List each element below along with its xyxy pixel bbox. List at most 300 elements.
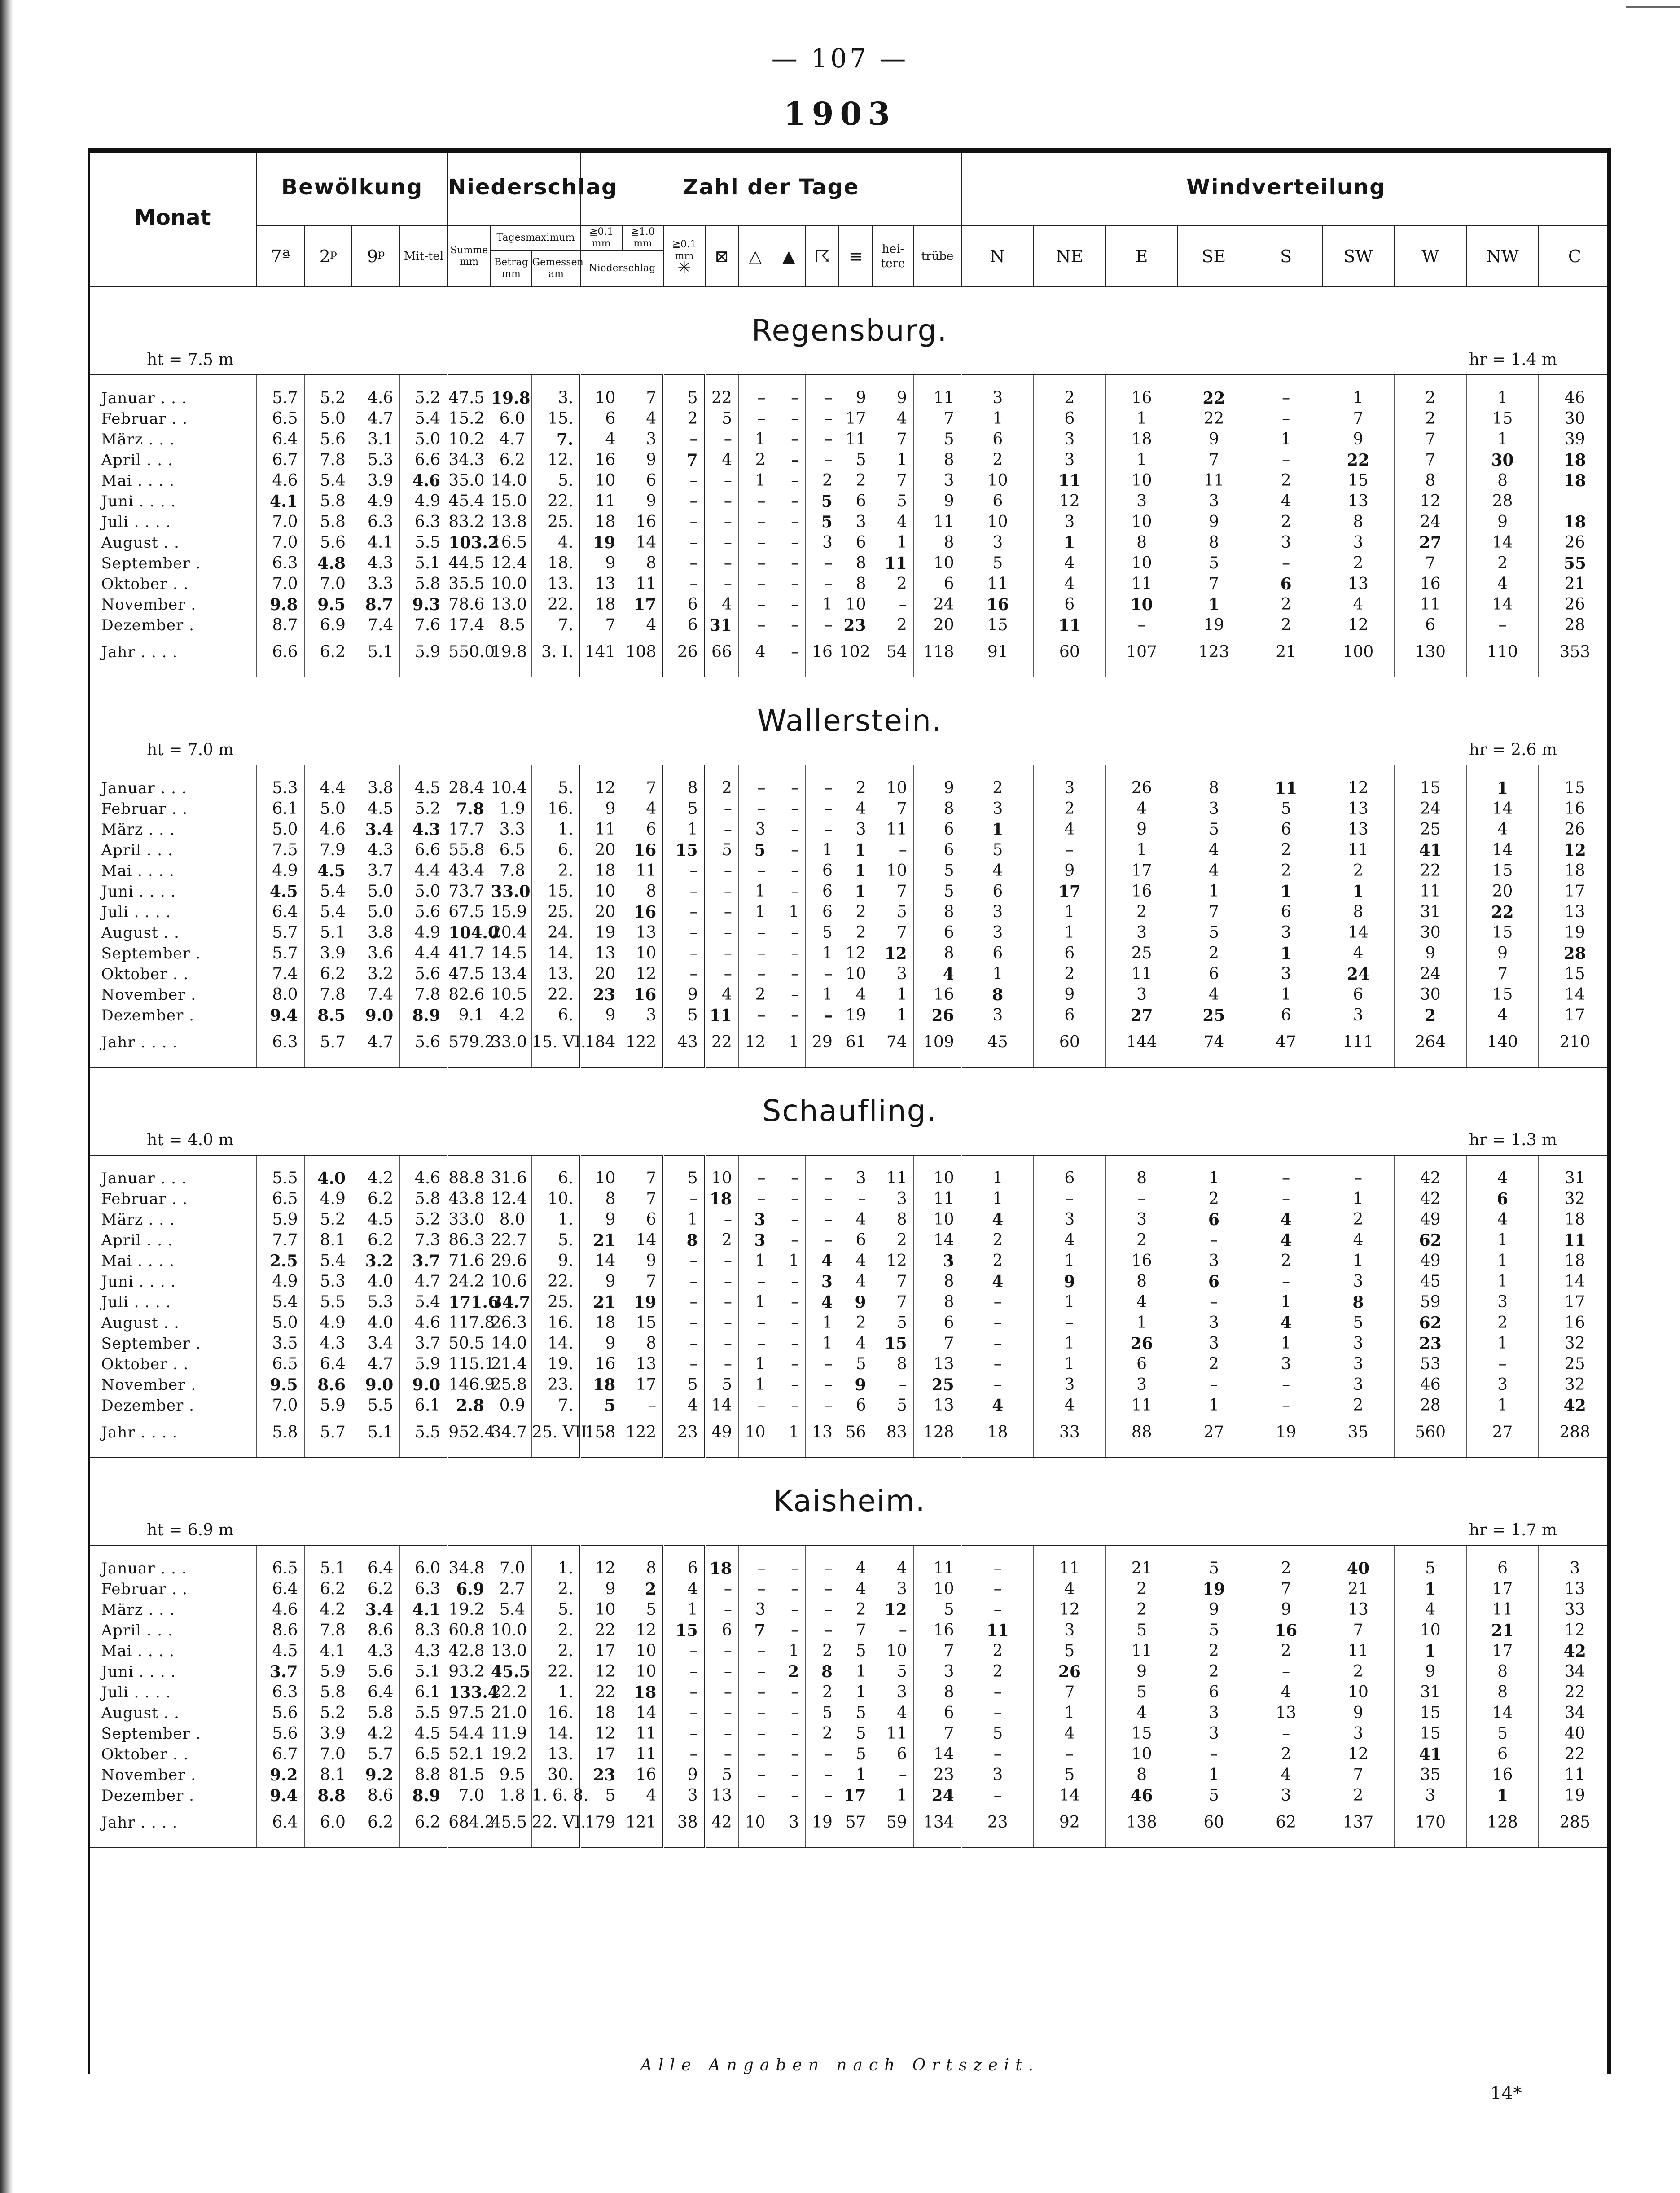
table-row xyxy=(88,1744,1611,1765)
data-cell: 7.9 xyxy=(304,840,352,861)
month-label: Juli . . . . xyxy=(88,902,257,923)
table-row xyxy=(88,1600,1611,1620)
data-cell: 6.1 xyxy=(400,1395,447,1416)
rule-cell xyxy=(447,1545,491,1558)
data-cell: – xyxy=(772,388,806,409)
data-cell: 23 xyxy=(839,615,873,636)
data-cell: – xyxy=(705,819,739,840)
data-cell: 5.1 xyxy=(400,553,447,574)
rule-cell xyxy=(1105,1839,1178,1847)
data-cell: 5 xyxy=(1178,553,1250,574)
data-cell: 2 xyxy=(961,1230,1034,1251)
rule-cell xyxy=(839,1839,873,1847)
table-row xyxy=(88,902,1611,923)
data-cell: 32 xyxy=(1539,1375,1611,1395)
station-height-row xyxy=(88,1126,1611,1155)
data-cell: – xyxy=(738,778,772,799)
data-cell: 19 xyxy=(839,1005,873,1026)
data-cell: 10 xyxy=(580,881,622,902)
data-cell: 2 xyxy=(1105,1230,1178,1251)
data-cell: 4.5 xyxy=(352,1209,399,1230)
data-cell: 6 xyxy=(1250,902,1322,923)
total-cell: 122 xyxy=(622,1416,663,1449)
data-cell: 11 xyxy=(913,1189,961,1209)
rule-cell xyxy=(772,1449,806,1457)
data-cell: 2 xyxy=(873,1230,913,1251)
total-cell: 54 xyxy=(873,636,913,669)
data-cell: 7 xyxy=(913,1641,961,1661)
data-cell: 33.0 xyxy=(491,881,531,902)
data-cell: 5.9 xyxy=(304,1395,352,1416)
data-cell: – xyxy=(738,1333,772,1354)
rule-cell xyxy=(1539,1155,1611,1168)
data-cell: 16 xyxy=(913,1620,961,1641)
data-cell: 9 xyxy=(622,450,663,470)
rule-cell xyxy=(1178,668,1250,677)
data-cell: – xyxy=(1250,1168,1322,1189)
rule-cell xyxy=(400,1059,447,1067)
data-cell: 18 xyxy=(580,1703,622,1723)
data-cell: 3 xyxy=(1322,1005,1395,1026)
total-cell: 5.1 xyxy=(352,636,399,669)
table-row xyxy=(88,1723,1611,1744)
data-cell: 146.9 xyxy=(447,1375,491,1395)
data-cell: 82.6 xyxy=(447,984,491,1005)
data-cell: – xyxy=(1250,1723,1322,1744)
data-cell: 2.7 xyxy=(491,1579,531,1600)
data-cell: 4.9 xyxy=(304,1313,352,1333)
data-cell: 10 xyxy=(1105,553,1178,574)
data-cell: – xyxy=(806,1765,839,1785)
total-cell: 35 xyxy=(1322,1416,1395,1449)
data-cell xyxy=(1539,491,1611,512)
data-cell: 6.3 xyxy=(400,1579,447,1600)
table-row xyxy=(88,429,1611,450)
rule-cell xyxy=(806,668,839,677)
data-cell: 1 xyxy=(1322,881,1395,902)
data-cell: 8 xyxy=(839,553,873,574)
data-cell: 5.4 xyxy=(304,881,352,902)
data-cell: – xyxy=(806,799,839,819)
data-cell: 4 xyxy=(806,1251,839,1271)
data-cell: – xyxy=(772,429,806,450)
data-cell: 3 xyxy=(1322,532,1395,553)
data-cell: 10.5 xyxy=(491,984,531,1005)
data-cell: 3 xyxy=(913,1251,961,1271)
data-cell: 3 xyxy=(738,1230,772,1251)
data-cell: 13 xyxy=(622,1354,663,1375)
data-cell: 4 xyxy=(1250,1765,1322,1785)
data-cell: 7.0 xyxy=(304,574,352,594)
data-cell: 1 xyxy=(1178,594,1250,615)
data-cell: 6 xyxy=(839,1395,873,1416)
data-cell: 3 xyxy=(738,1209,772,1230)
data-cell: 4.9 xyxy=(400,923,447,943)
data-cell: 7.8 xyxy=(304,450,352,470)
data-cell: 8 xyxy=(1322,1292,1395,1313)
data-cell: 17 xyxy=(622,594,663,615)
data-cell: 7 xyxy=(1322,1620,1395,1641)
data-cell: 2 xyxy=(839,1313,873,1333)
rule-cell xyxy=(705,765,739,778)
rule-cell xyxy=(400,668,447,677)
data-cell: 9 xyxy=(1322,429,1395,450)
data-cell: 45.4 xyxy=(447,491,491,512)
data-cell: – xyxy=(772,964,806,984)
data-cell: 59 xyxy=(1394,1292,1466,1313)
data-cell: 4 xyxy=(1322,943,1395,964)
data-cell: 4.7 xyxy=(400,1271,447,1292)
data-cell: 4.6 xyxy=(400,470,447,491)
data-cell: – xyxy=(772,1209,806,1230)
month-label: Dezember . xyxy=(88,1005,257,1026)
data-cell: – xyxy=(772,1785,806,1806)
data-cell: 3 xyxy=(1033,778,1105,799)
data-cell: 4 xyxy=(1466,574,1539,594)
data-cell: 4 xyxy=(1033,574,1105,594)
data-cell: 18 xyxy=(705,1558,739,1579)
data-cell: 8.7 xyxy=(257,615,304,636)
data-cell: 3 xyxy=(1250,1785,1322,1806)
rule-cell xyxy=(257,1059,304,1067)
data-cell: 3 xyxy=(961,799,1034,819)
page-number: — 107 — xyxy=(771,43,909,74)
data-cell: 8 xyxy=(913,532,961,553)
data-cell: 3 xyxy=(961,902,1034,923)
data-cell: 3 xyxy=(1250,532,1322,553)
data-cell: 5.4 xyxy=(304,1251,352,1271)
data-cell: 6.3 xyxy=(257,553,304,574)
data-cell: 5.7 xyxy=(257,943,304,964)
data-cell: 11 xyxy=(1033,470,1105,491)
data-cell: 9.3 xyxy=(400,594,447,615)
data-cell: 6 xyxy=(1250,1005,1322,1026)
data-cell: 25 xyxy=(1394,819,1466,840)
total-cell: 6.4 xyxy=(257,1806,304,1839)
snowflake-icon: ✳ xyxy=(677,259,691,277)
data-cell: – xyxy=(772,881,806,902)
data-cell: 6 xyxy=(622,819,663,840)
data-cell: 17 xyxy=(1033,881,1105,902)
data-cell: – xyxy=(705,799,739,819)
data-cell: 9 xyxy=(580,1271,622,1292)
rule-cell xyxy=(1250,1059,1322,1067)
data-cell: 12 xyxy=(1322,778,1395,799)
data-cell: – xyxy=(961,1703,1034,1723)
rule-cell xyxy=(580,1449,622,1457)
data-cell: 5.3 xyxy=(352,1292,399,1313)
data-cell: 2 xyxy=(1178,1661,1250,1682)
data-cell: 13 xyxy=(1539,902,1611,923)
data-cell: 8 xyxy=(961,984,1034,1005)
rule-cell xyxy=(1394,1059,1466,1067)
table-row xyxy=(88,574,1611,594)
table-row xyxy=(88,1005,1611,1026)
data-cell: 3.2 xyxy=(352,964,399,984)
data-cell: 4.2 xyxy=(304,1600,352,1620)
section-rule xyxy=(88,1545,1611,1558)
total-cell: 59 xyxy=(873,1806,913,1839)
rule-cell xyxy=(88,1155,257,1168)
data-cell: 5.5 xyxy=(400,1703,447,1723)
table-row xyxy=(88,1189,1611,1209)
data-cell: 1 xyxy=(1394,1579,1466,1600)
data-cell: 6 xyxy=(1466,1744,1539,1765)
rule-cell xyxy=(622,1839,663,1847)
data-cell: 19 xyxy=(1178,615,1250,636)
data-cell: 11 xyxy=(1105,1395,1178,1416)
data-cell: 3 xyxy=(806,1271,839,1292)
total-cell: 550.0 xyxy=(447,636,491,669)
data-cell: 17.7 xyxy=(447,819,491,840)
data-cell: – xyxy=(663,1313,705,1333)
rule-cell xyxy=(88,375,257,388)
data-cell: 5 xyxy=(806,512,839,532)
data-cell: 9 xyxy=(1394,943,1466,964)
data-cell: 9 xyxy=(839,1375,873,1395)
station-hr: hr = 2.6 m xyxy=(1469,741,1557,759)
rule-cell xyxy=(1250,1545,1322,1558)
data-cell: 18 xyxy=(1539,450,1611,470)
data-cell: 15 xyxy=(1539,778,1611,799)
data-cell: 8 xyxy=(806,1661,839,1682)
rule-cell xyxy=(961,668,1034,677)
rule-cell xyxy=(1322,1059,1395,1067)
rule-cell xyxy=(1466,1059,1539,1067)
fog-icon: ≡ xyxy=(839,226,873,287)
data-cell: 3.9 xyxy=(304,943,352,964)
data-cell: 73.7 xyxy=(447,881,491,902)
data-cell: 6 xyxy=(913,1313,961,1333)
data-cell: 8 xyxy=(1322,512,1395,532)
data-cell: 1 xyxy=(806,1313,839,1333)
header-windverteilung: Windverteilung xyxy=(961,149,1611,226)
data-cell: 11 xyxy=(1105,574,1178,594)
data-cell: 4.4 xyxy=(400,943,447,964)
data-cell: 6.4 xyxy=(257,902,304,923)
rule-cell xyxy=(1466,375,1539,388)
rule-cell xyxy=(88,1545,257,1558)
rule-cell xyxy=(1178,1155,1250,1168)
data-cell: 8.0 xyxy=(257,984,304,1005)
data-cell: 4 xyxy=(1033,553,1105,574)
data-cell: 3 xyxy=(1466,1292,1539,1313)
data-cell: 6.6 xyxy=(400,840,447,861)
data-cell: 2 xyxy=(705,1230,739,1251)
data-cell: 1 xyxy=(1466,388,1539,409)
table-row xyxy=(88,491,1611,512)
rule-cell xyxy=(447,668,491,677)
data-cell: 9 xyxy=(580,553,622,574)
data-cell: 22. xyxy=(532,594,581,615)
data-cell: 3 xyxy=(1250,923,1322,943)
data-cell: 1 xyxy=(961,1189,1034,1209)
data-cell: 5.7 xyxy=(257,923,304,943)
data-cell: – xyxy=(738,512,772,532)
data-cell: 6. xyxy=(532,1168,581,1189)
data-cell: 41 xyxy=(1394,1744,1466,1765)
data-cell: – xyxy=(663,923,705,943)
total-cell: 29 xyxy=(806,1026,839,1059)
data-cell: 7. xyxy=(532,615,581,636)
data-cell: 6 xyxy=(1322,984,1395,1005)
data-cell: 5.4 xyxy=(304,902,352,923)
data-cell: 5.5 xyxy=(352,1395,399,1416)
rule-cell xyxy=(806,1449,839,1457)
data-cell: 25 xyxy=(1105,943,1178,964)
data-cell: 5 xyxy=(1033,1641,1105,1661)
data-cell: 3.6 xyxy=(352,943,399,964)
rule-cell xyxy=(961,1545,1034,1558)
station-height-gap xyxy=(400,1126,1322,1155)
data-cell: – xyxy=(1178,1230,1250,1251)
rule-cell xyxy=(961,1059,1034,1067)
month-label: Dezember . xyxy=(88,615,257,636)
data-cell: 10.2 xyxy=(447,429,491,450)
table-row xyxy=(88,1682,1611,1703)
data-cell: 1 xyxy=(806,943,839,964)
rule-cell xyxy=(352,1059,399,1067)
data-cell: 13 xyxy=(1322,491,1395,512)
rule-cell xyxy=(532,765,581,778)
data-cell: – xyxy=(705,553,739,574)
data-cell: 14 xyxy=(1322,923,1395,943)
data-cell: – xyxy=(772,1375,806,1395)
data-cell: 8 xyxy=(913,450,961,470)
data-cell: 9 xyxy=(1178,512,1250,532)
data-cell: 6 xyxy=(839,1230,873,1251)
data-cell: 6 xyxy=(913,819,961,840)
header-wind-c: C xyxy=(1539,226,1611,287)
station-name: Schaufling. xyxy=(762,1094,937,1128)
rule-cell xyxy=(622,1449,663,1457)
rule-cell xyxy=(400,765,447,778)
data-cell: 17 xyxy=(580,1641,622,1661)
data-cell: 7.8 xyxy=(304,984,352,1005)
table-row xyxy=(88,512,1611,532)
data-cell: 5. xyxy=(532,470,581,491)
data-cell: 5 xyxy=(913,429,961,450)
data-cell: 6 xyxy=(1466,1189,1539,1209)
data-cell: – xyxy=(1250,388,1322,409)
rule-cell xyxy=(1322,1545,1395,1558)
rule-cell xyxy=(839,1449,873,1457)
data-cell: 31 xyxy=(1394,902,1466,923)
data-cell: 22. xyxy=(532,491,581,512)
data-cell: 47.5 xyxy=(447,388,491,409)
data-cell: 2 xyxy=(873,574,913,594)
data-cell: 7 xyxy=(1394,553,1466,574)
data-cell: 4.9 xyxy=(257,1271,304,1292)
data-cell: 12.4 xyxy=(491,553,531,574)
month-label: März . . . xyxy=(88,1600,257,1620)
total-cell: 118 xyxy=(913,636,961,669)
data-cell: 1. xyxy=(532,1682,581,1703)
data-cell: 18 xyxy=(580,594,622,615)
month-label: April . . . xyxy=(88,840,257,861)
data-cell: – xyxy=(961,1354,1034,1375)
data-cell: – xyxy=(772,1271,806,1292)
total-cell: 140 xyxy=(1466,1026,1539,1059)
data-cell: – xyxy=(873,1375,913,1395)
rule-cell xyxy=(1322,668,1395,677)
rule-cell xyxy=(400,375,447,388)
data-cell: 8 xyxy=(1105,1168,1178,1189)
table-row xyxy=(88,984,1611,1005)
data-cell: 12.4 xyxy=(491,1189,531,1209)
data-cell: 8 xyxy=(1105,532,1178,553)
data-cell: 1 xyxy=(873,1005,913,1026)
data-cell: 5 xyxy=(839,1354,873,1375)
data-cell: 18 xyxy=(1539,470,1611,491)
data-cell: – xyxy=(663,1292,705,1313)
rule-cell xyxy=(622,375,663,388)
data-cell: 6 xyxy=(961,429,1034,450)
data-cell: 8.8 xyxy=(304,1785,352,1806)
data-cell: 8 xyxy=(913,1292,961,1313)
data-cell: – xyxy=(738,1765,772,1785)
data-cell: 9 xyxy=(1033,1271,1105,1292)
data-cell: 4 xyxy=(580,429,622,450)
data-cell: – xyxy=(663,861,705,881)
data-cell: 10 xyxy=(580,1600,622,1620)
rule-cell xyxy=(491,1839,531,1847)
data-cell: 6.2 xyxy=(352,1230,399,1251)
data-cell: 14 xyxy=(705,1395,739,1416)
total-cell: 5.1 xyxy=(352,1416,399,1449)
data-cell: – xyxy=(772,923,806,943)
data-cell: 1. xyxy=(532,819,581,840)
data-cell: 6.4 xyxy=(257,429,304,450)
total-cell: 3 xyxy=(772,1806,806,1839)
rule-cell xyxy=(532,1155,581,1168)
data-cell: 4 xyxy=(1250,1682,1322,1703)
header-gemessen-unit: am xyxy=(548,268,564,280)
rule-cell xyxy=(663,765,705,778)
data-cell: 15 xyxy=(1466,861,1539,881)
data-cell: 5.0 xyxy=(352,881,399,902)
data-cell: 14 xyxy=(1466,799,1539,819)
month-label: Mai . . . . xyxy=(88,861,257,881)
station-title-row xyxy=(88,1067,1611,1126)
data-cell: 6 xyxy=(1178,1682,1250,1703)
data-cell: – xyxy=(772,1230,806,1251)
data-cell: 1 xyxy=(873,450,913,470)
data-cell: 19 xyxy=(580,923,622,943)
data-cell: 22 xyxy=(1394,861,1466,881)
rule-cell xyxy=(913,765,961,778)
data-cell: 62 xyxy=(1394,1313,1466,1333)
data-cell: 2 xyxy=(1178,1189,1250,1209)
data-cell: 7.4 xyxy=(352,984,399,1005)
data-cell: – xyxy=(738,1785,772,1806)
section-end-rule xyxy=(88,1839,1611,1847)
data-cell: – xyxy=(1033,840,1105,861)
data-cell: 55 xyxy=(1539,553,1611,574)
data-cell: 1. xyxy=(532,1558,581,1579)
data-cell: 4.3 xyxy=(400,1641,447,1661)
total-cell: 19.8 xyxy=(491,636,531,669)
header-truebe: trübe xyxy=(913,226,961,287)
rule-cell xyxy=(772,1059,806,1067)
data-cell: 49 xyxy=(1394,1209,1466,1230)
total-cell: 88 xyxy=(1105,1416,1178,1449)
data-cell: 1 xyxy=(1466,1251,1539,1271)
data-cell: 18 xyxy=(580,1375,622,1395)
data-cell: 4 xyxy=(1250,1313,1322,1333)
month-label: Juli . . . . xyxy=(88,512,257,532)
data-cell: 8 xyxy=(873,1354,913,1375)
